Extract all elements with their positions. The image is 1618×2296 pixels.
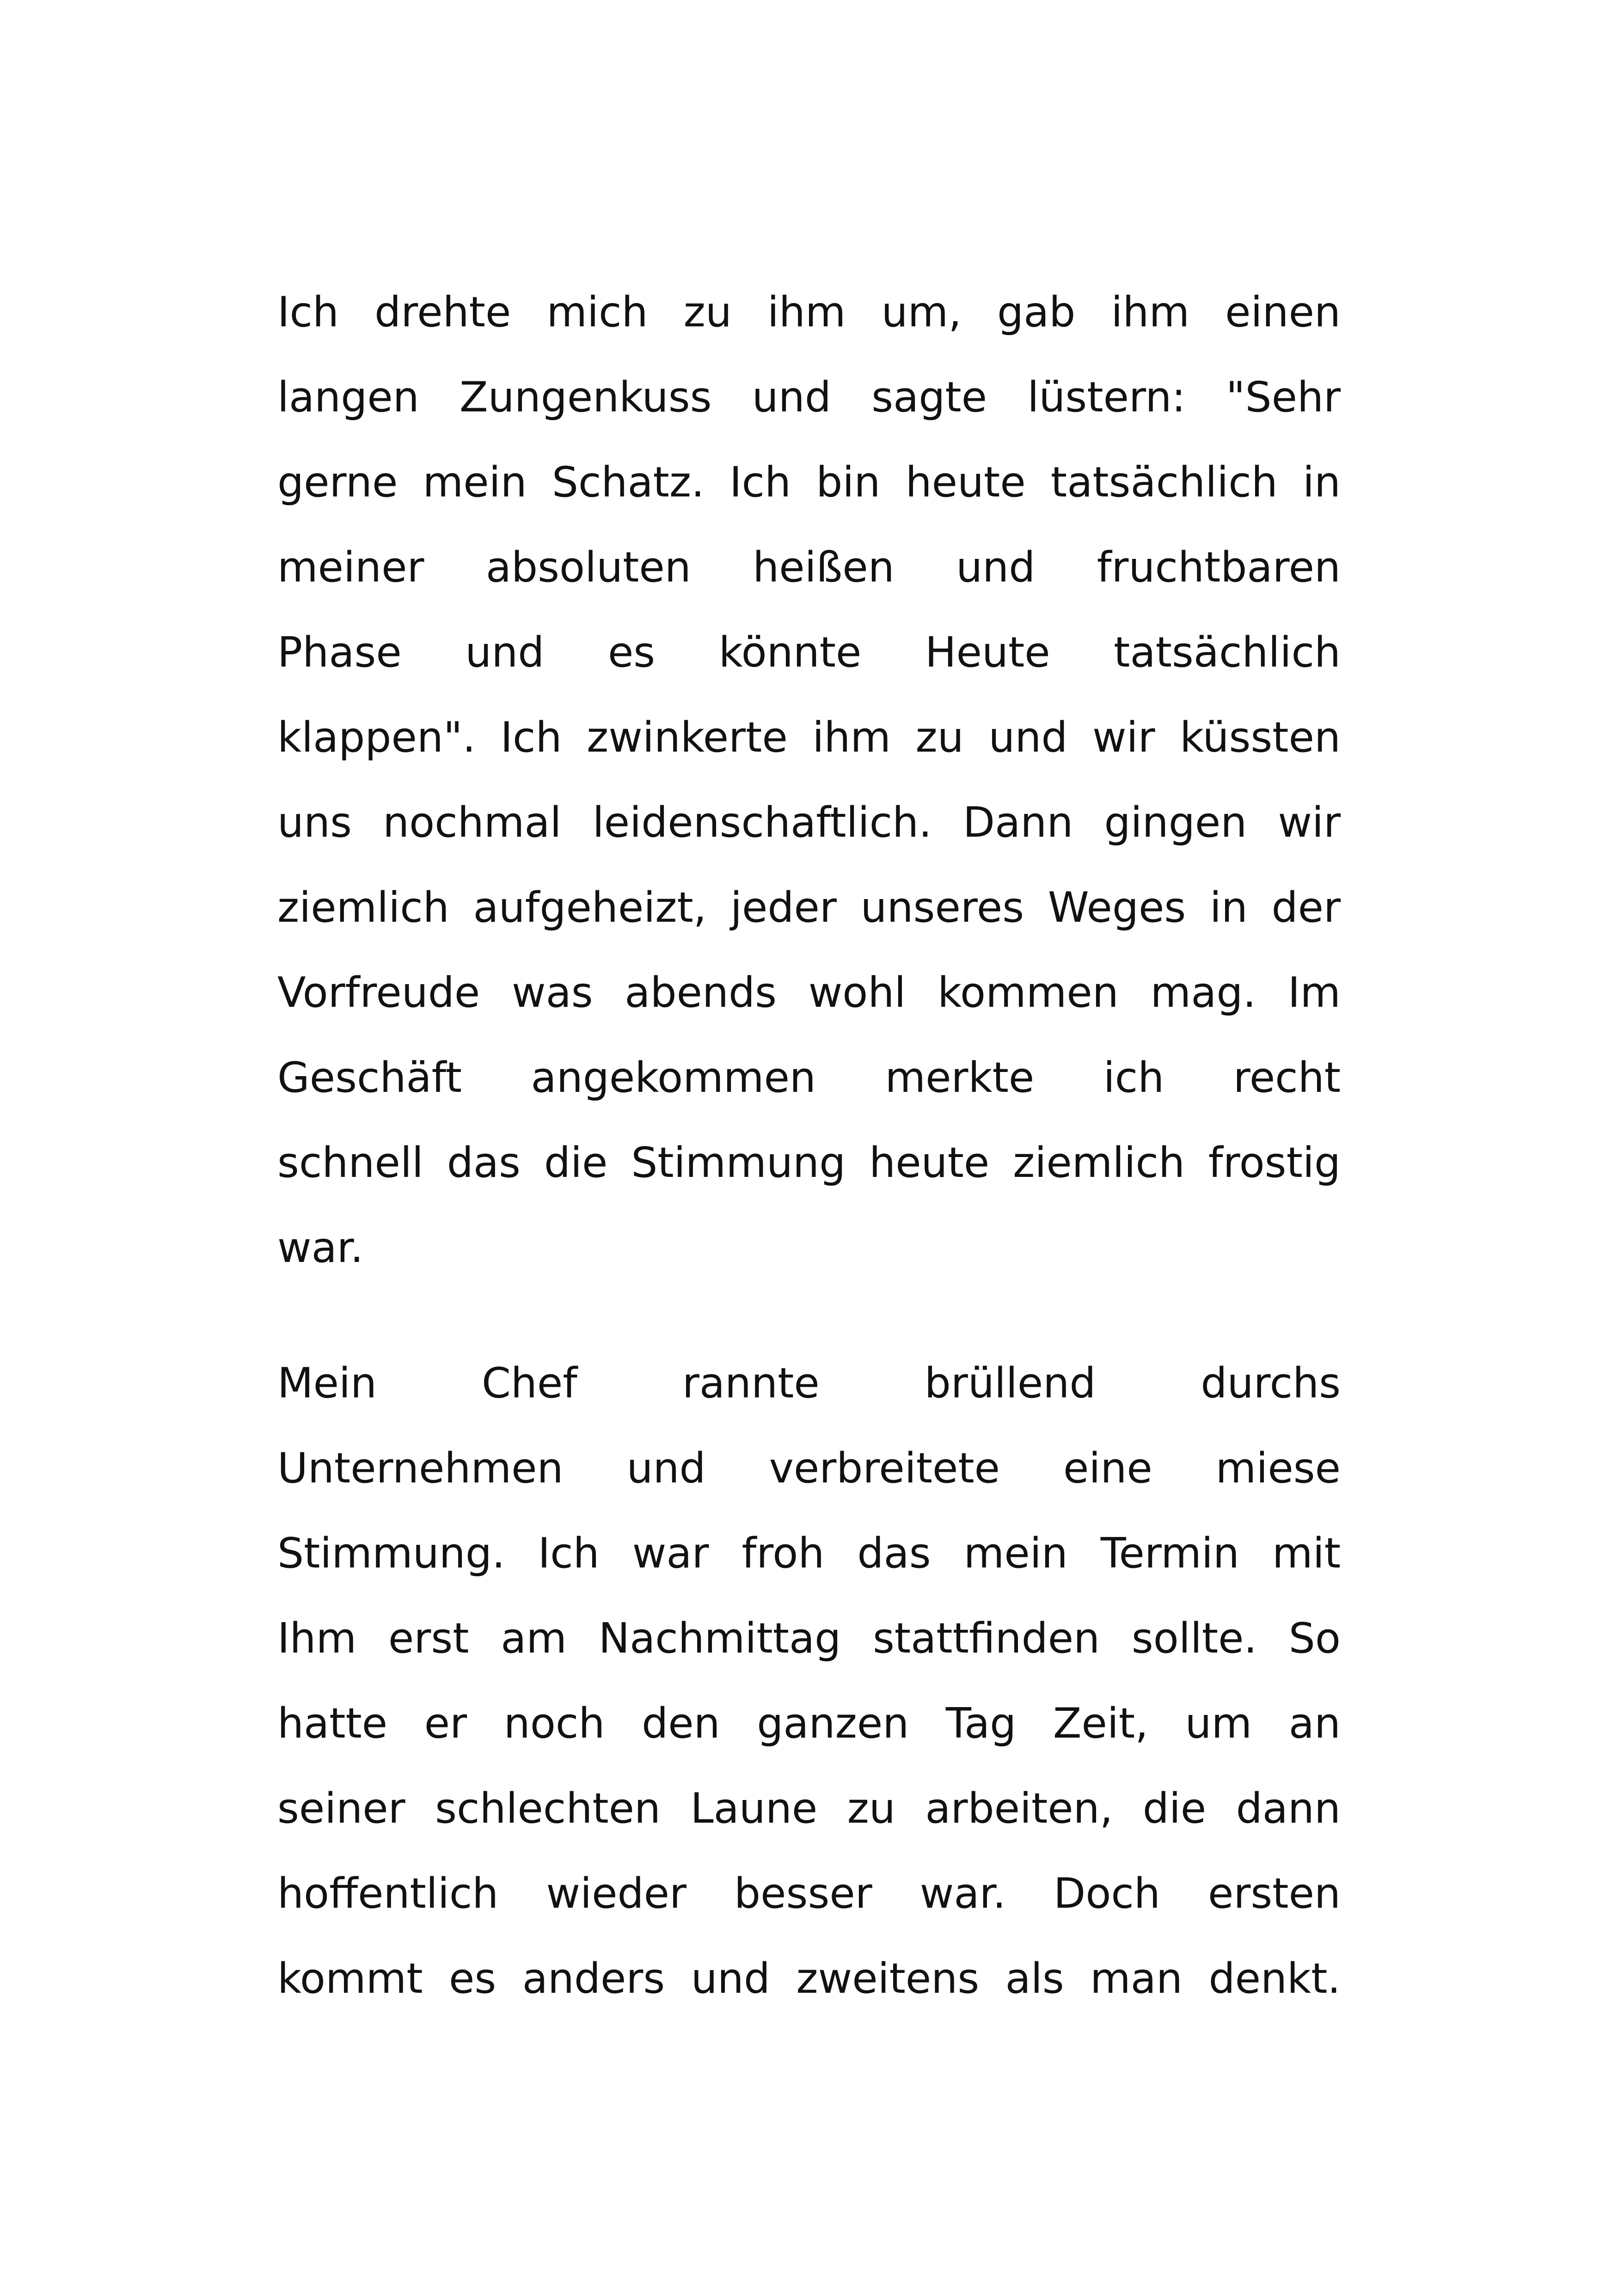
- text-line: war.: [277, 1224, 364, 1272]
- text-line: langen Zungenkuss und sagte lüstern: "Sehr: [277, 373, 1341, 422]
- text-line: Geschäft angekommen merkte ich recht: [277, 1053, 1341, 1102]
- text-line: meiner absoluten heißen und fruchtbaren: [277, 543, 1341, 592]
- text-line: klappen". Ich zwinkerte ihm zu und wir küssten: [277, 713, 1341, 762]
- text-line: hatte er noch den ganzen Tag Zeit, um an: [277, 1699, 1341, 1748]
- text-line: Phase und es könnte Heute tatsächlich: [277, 628, 1341, 677]
- text-line: ziemlich aufgeheizt, jeder unseres Weges in der: [277, 883, 1341, 932]
- text-line: schnell das die Stimmung heute ziemlich frostig: [277, 1139, 1341, 1187]
- text-line: Unternehmen und verbreitete eine miese: [277, 1444, 1341, 1493]
- text-line: Stimmung. Ich war froh das mein Termin mit: [277, 1529, 1341, 1578]
- text-line: kommt es anders und zweitens als man denkt.: [277, 1954, 1341, 2003]
- text-line: Ihm erst am Nachmittag stattfinden sollte. So: [277, 1614, 1341, 1663]
- text-line: seiner schlechten Laune zu arbeiten, die dann: [277, 1784, 1341, 1833]
- text-line: hoffentlich wieder besser war. Doch ersten: [277, 1869, 1341, 1918]
- text-line: Vorfreude was abends wohl kommen mag. Im: [277, 968, 1341, 1017]
- text-line: Ich drehte mich zu ihm um, gab ihm einen: [277, 288, 1341, 337]
- text-line: Mein Chef rannte brüllend durchs: [277, 1359, 1341, 1408]
- text-line: uns nochmal leidenschaftlich. Dann gingen wir: [277, 798, 1341, 847]
- paragraph-1: [277, 270, 1341, 1291]
- paragraph-2: [277, 1341, 1341, 2021]
- text-line: gerne mein Schatz. Ich bin heute tatsächlich in: [277, 458, 1341, 507]
